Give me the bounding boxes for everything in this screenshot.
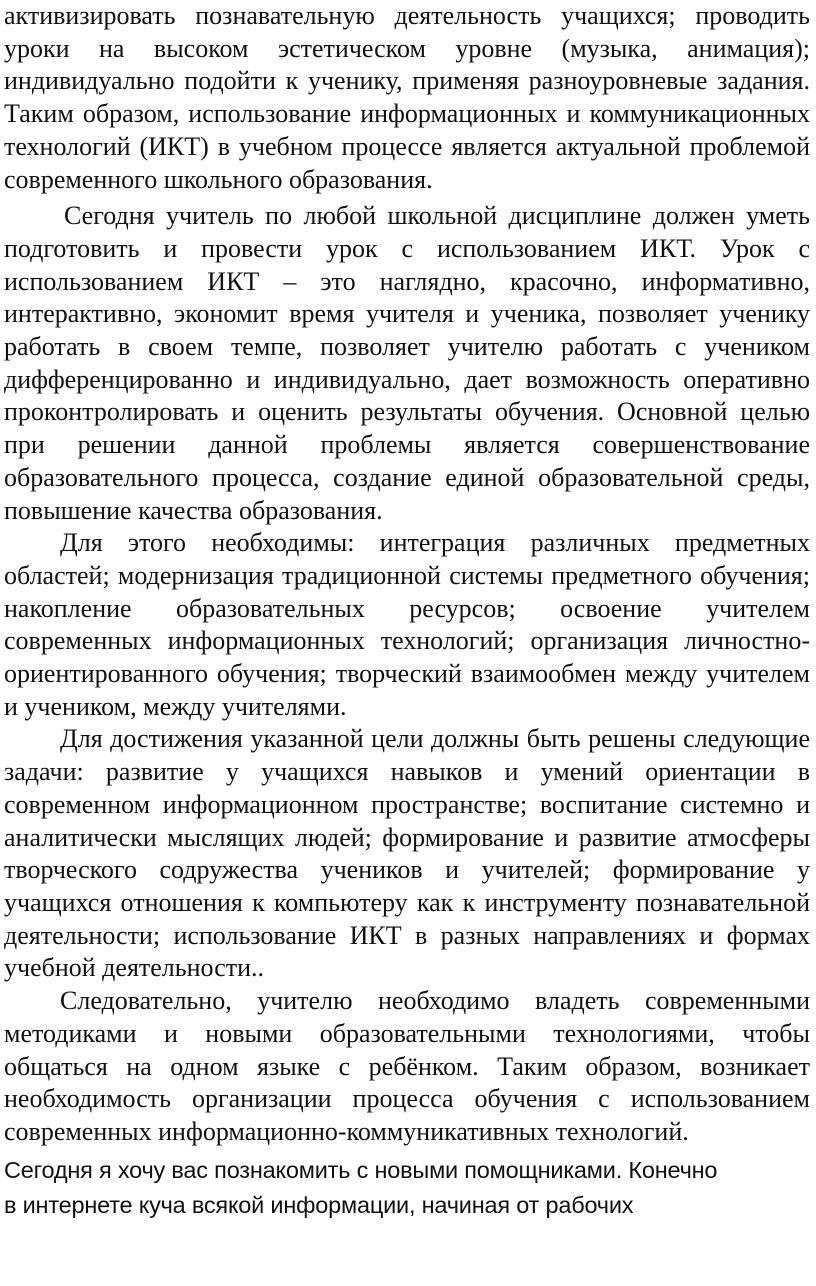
paragraph-tasks: Для достижения указанной цели должны быть решены следующие задачи: развитие у учащихся навыков и умений ориентации в современном информационном пространстве; воспитание системно и аналитически мыслящих людей; формирование и развитие атмосферы творческого содружества учеников и учителей; формирование у учащихся отношения к компьютеру как к инструменту познавательной деятельности; использование ИКТ в разных направлениях и формах учебной деятельности.. <box>4 724 810 983</box>
paragraph-ict-lesson: Сегодня учитель по любой школьной дисциплине должен уметь подготовить и провести урок с использованием ИКТ. Урок с использованием ИКТ – это наглядно, красочно, информативно, интерактивно, экономит время учителя и ученика, позволяет ученику работать в своем темпе, позволяет учителю работать с учеником дифференцированно и индивидуально, дает возможность оперативно проконтролировать и оценить результаты обучения. Основной целью при решении данной проблемы является совершенствование образовательного процесса, создание единой образовательной среды, повышение качества образования. <box>4 201 810 525</box>
closing-line-1: Сегодня я хочу вас познакомить с новыми помощниками. Конечно <box>4 1156 718 1183</box>
paragraph-intro-continuation: активизировать познавательную деятельность учащихся; проводить уроки на высоком эстетическом уровне (музыка, анимация); индивидуально подойти к ученику, применяя разноуровневые задания. Таким образом, использование информационных и коммуникационных технологий (ИКТ) в учебном процессе является актуальной проблемой современного школьного образования. <box>4 1 810 194</box>
document-page <box>4 0 810 1223</box>
paragraph-requirements: Для этого необходимы: интеграция различных предметных областей; модернизация традиционной системы предметного обучения; накопление образовательных ресурсов; освоение учителем современных информационных технологий; организация личностно-ориентированного обучения; творческий взаимообмен между учителем и учеником, между учителями. <box>4 528 810 721</box>
closing-line-2: в интернете куча всякой информации, начиная от рабочих <box>4 1191 634 1218</box>
closing-text-block <box>4 1153 810 1223</box>
paragraph-conclusion: Следовательно, учителю необходимо владеть современными методиками и новыми образовательными технологиями, чтобы общаться на одном языке с ребёнком. Таким образом, возникает необходимость организации процесса обучения с использованием современных информационно-коммуникативных технологий. <box>4 986 810 1146</box>
